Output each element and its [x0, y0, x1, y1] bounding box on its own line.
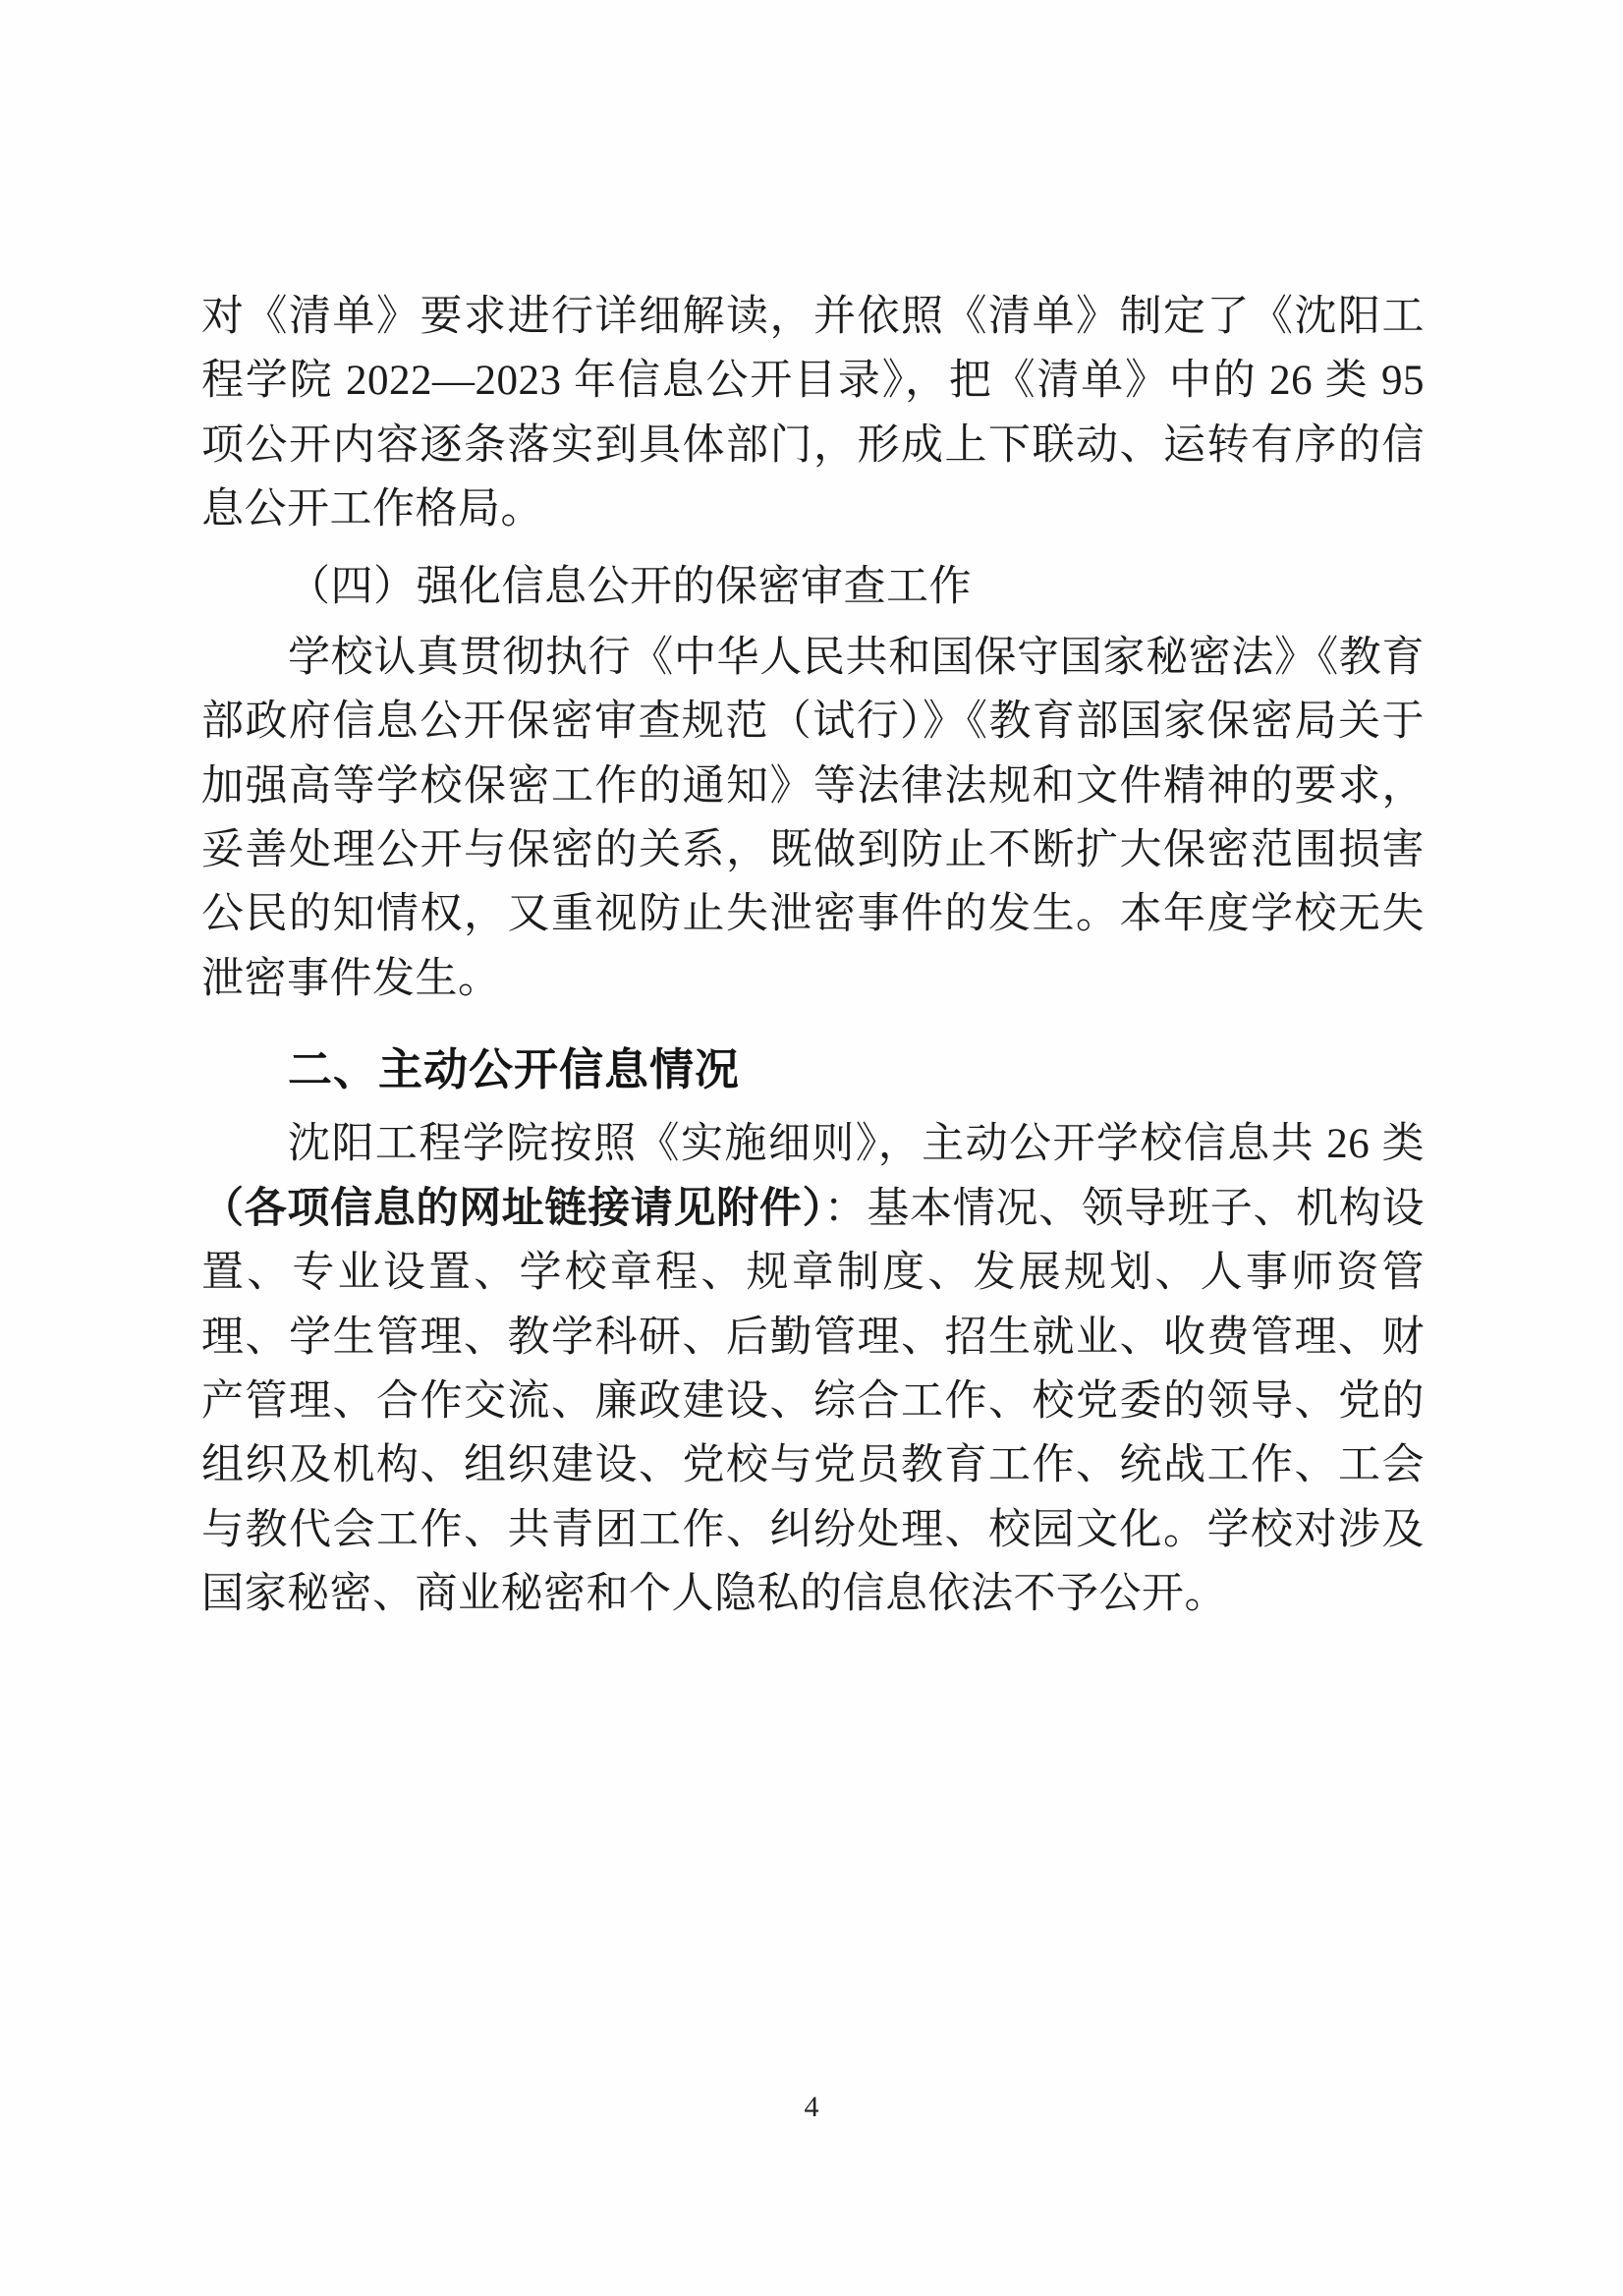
page-number: 4 [804, 2091, 819, 2123]
paragraph-proactive-disclosure [201, 1112, 1425, 1626]
paragraph-proactive-disclosure-part2: ：基本情况、领导班子、机构设置、专业设置、学校章程、规章制度、发展规划、人事师资管理、学生管理、教学科研、后勤管理、招生就业、收费管理、财产管理、合作交流、廉政建设、综合工作、校党委的领导、党的组织及机构、组织建设、党校与党员教育工作、统战工作、工会与教代会工作、共青团工作、纠纷处理、校园文化。学校对涉及国家秘密、商业秘密和个人隐私的信息依法不予公开。 [201, 1185, 1426, 1617]
paragraph-proactive-disclosure-part1: 沈阳工程学院按照《实施细则》，主动公开学校信息共 26 类 [288, 1121, 1425, 1168]
paragraph-confidentiality-review: 学校认真贯彻执行《中华人民共和国保守国家秘密法》《教育部政府信息公开保密审查规范（试行）》《教育部国家保密局关于加强高等学校保密工作的通知》等法律法规和文件精神的要求，妥善处理公开与保密的关系，既做到防止不断扩大保密范围损害公民的知情权，又重视防止失泄密事件的发生。本年度学校无失泄密事件发生。 [201, 634, 1425, 1002]
document-body [201, 285, 1425, 1632]
heading-section-two: 二、主动公开信息情况 [288, 1042, 741, 1095]
heading-section-four: （四）强化信息公开的保密审查工作 [288, 564, 972, 611]
paragraph-clearance-list: 对《清单》要求进行详细解读，并依照《清单》制定了《沈阳工程学院 2022—2023 年信息公开目录》，把《清单》中的 26 类 95 项公开内容逐条落实到具体部门，形成上下联动、运转有序的信息公开工作格局。 [201, 294, 1425, 533]
paragraph-proactive-disclosure-bold: （各项信息的网址链接请见附件） [201, 1185, 824, 1232]
